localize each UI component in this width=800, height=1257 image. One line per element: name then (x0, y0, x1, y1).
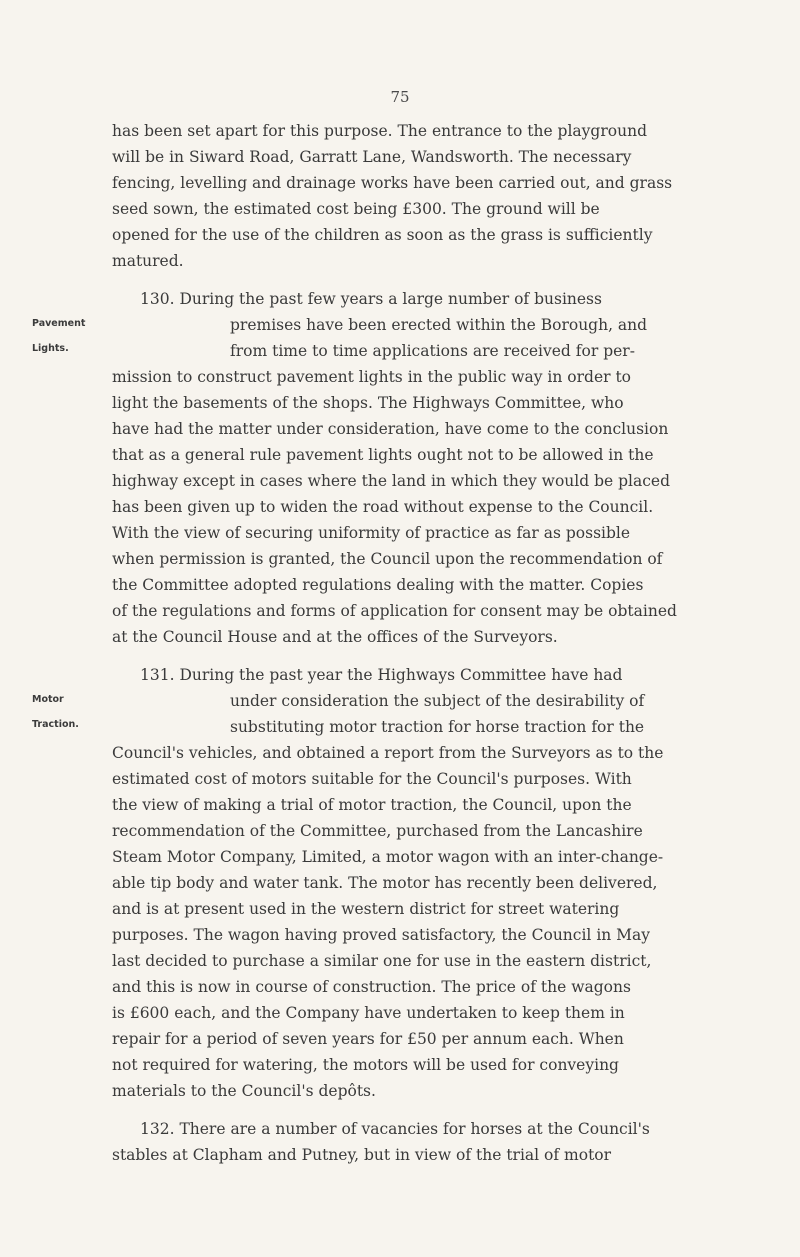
text-line: opened for the use of the children as soon as the grass is sufficiently (112, 226, 653, 244)
text-line: materials to the Council's depôts. (112, 1082, 376, 1100)
text-column (32, 118, 684, 1168)
text-line: 130. During the past few years a large number of business (140, 290, 602, 308)
text-line: the Committee adopted regulations dealing with the matter. Copies (112, 576, 644, 594)
paragraph-130 (32, 286, 684, 650)
text-line: is £600 each, and the Company have undertaken to keep them in (112, 1004, 625, 1022)
text-line: will be in Siward Road, Garratt Lane, Wandsworth. The necessary (112, 148, 632, 166)
margin-note-pavement-lights (32, 316, 102, 356)
text-line: and this is now in course of construction. The price of the wagons (112, 978, 631, 996)
text-line: the view of making a trial of motor traction, the Council, upon the (112, 796, 632, 814)
margin-label-line: Motor (32, 694, 64, 705)
text-line: 132. There are a number of vacancies for horses at the Council's (140, 1120, 650, 1138)
margin-label-line: Traction. (32, 719, 79, 730)
intro-paragraph (112, 118, 684, 274)
text-line: purposes. The wagon having proved satisfactory, the Council in May (112, 926, 651, 944)
paragraph-131 (32, 662, 684, 1104)
text-line: With the view of securing uniformity of practice as far as possible (112, 524, 631, 542)
text-line: last decided to purchase a similar one for use in the eastern district, (112, 952, 652, 970)
text-line: has been set apart for this purpose. The entrance to the playground (112, 122, 647, 140)
text-line: and is at present used in the western district for street watering (112, 900, 620, 918)
text-line: Steam Motor Company, Limited, a motor wagon with an inter-change- (112, 848, 664, 866)
text-line: seed sown, the estimated cost being £300. The ground will be (112, 200, 600, 218)
text-line: able tip body and water tank. The motor has recently been delivered, (112, 874, 658, 892)
text-line: light the basements of the shops. The Highways Committee, who (112, 394, 624, 412)
text-line: 131. During the past year the Highways Committee have had (140, 666, 623, 684)
text-line: has been given up to widen the road without expense to the Council. (112, 498, 654, 516)
text-line: stables at Clapham and Putney, but in view of the trial of motor (112, 1146, 612, 1164)
text-line: have had the matter under consideration, have come to the conclusion (112, 420, 669, 438)
text-line: fencing, levelling and drainage works have been carried out, and grass (112, 174, 673, 192)
margin-note-motor-traction (32, 692, 102, 732)
text-line: matured. (112, 252, 184, 270)
text-line: estimated cost of motors suitable for the Council's purposes. With (112, 770, 632, 788)
text-line: repair for a period of seven years for £50 per annum each. When (112, 1030, 624, 1048)
text-line: substituting motor traction for horse traction for the (230, 718, 645, 736)
text-line: from time to time applications are received for per- (230, 342, 635, 360)
margin-label-line: Lights. (32, 343, 69, 354)
page-number: 75 (390, 88, 410, 106)
text-line: recommendation of the Committee, purchased from the Lancashire (112, 822, 643, 840)
text-line: at the Council House and at the offices of the Surveyors. (112, 628, 558, 646)
text-line: Council's vehicles, and obtained a report from the Surveyors as to the (112, 744, 664, 762)
text-line: not required for watering, the motors will be used for conveying (112, 1056, 619, 1074)
text-line: highway except in cases where the land in which they would be placed (112, 472, 670, 490)
text-line: mission to construct pavement lights in the public way in order to (112, 368, 632, 386)
margin-label-line: Pavement (32, 318, 86, 329)
text-line: under consideration the subject of the desirability of (230, 692, 645, 710)
text-line: premises have been erected within the Borough, and (230, 316, 648, 334)
text-line: when permission is granted, the Council upon the recommendation of (112, 550, 663, 568)
text-line: of the regulations and forms of application for consent may be obtained (112, 602, 677, 620)
text-line: that as a general rule pavement lights ought not to be allowed in the (112, 446, 654, 464)
paragraph-132 (112, 1116, 684, 1168)
